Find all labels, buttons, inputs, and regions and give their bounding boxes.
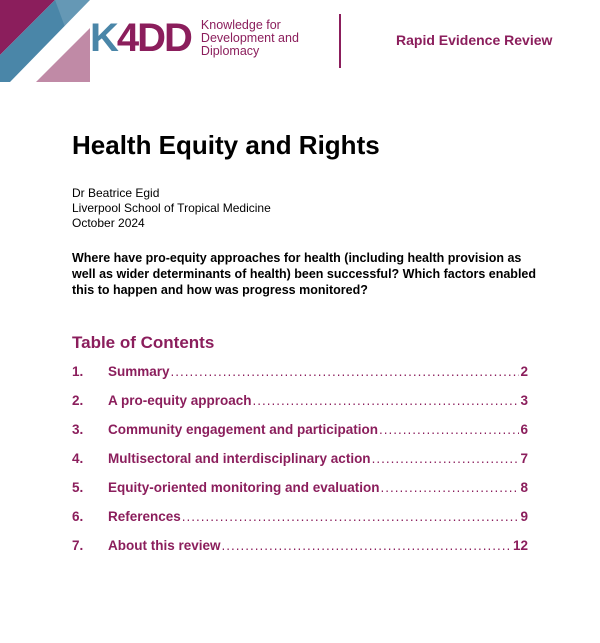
toc-item-monitoring-evaluation[interactable] — [72, 480, 528, 509]
toc-label: Summary — [108, 364, 170, 379]
toc-page: 6 — [520, 422, 528, 437]
toc-label: References — [108, 509, 181, 524]
logo-text — [201, 19, 299, 58]
toc-item-community-engagement[interactable] — [72, 422, 528, 451]
toc-item-multisectoral-action[interactable] — [72, 451, 528, 480]
toc-leader — [182, 509, 520, 524]
toc-page: 8 — [520, 480, 528, 495]
logo-text-line: Knowledge for — [200, 17, 281, 32]
toc-number: 5. — [72, 480, 84, 495]
toc-number: 4. — [72, 451, 84, 466]
toc-page: 9 — [520, 509, 528, 524]
toc-leader — [222, 538, 512, 553]
author-institution: Liverpool School of Tropical Medicine — [72, 201, 271, 215]
toc-leader — [253, 393, 520, 408]
toc-item-about-review[interactable] — [72, 538, 528, 567]
toc-number: 6. — [72, 509, 84, 524]
toc-leader — [379, 422, 519, 437]
table-of-contents — [72, 364, 528, 567]
review-question: Where have pro-equity approaches for health (including health provision as well as wider determinants of health) been successful? Which factors enabled this to happen and how was progress monitored? — [72, 251, 537, 297]
toc-label: About this review — [108, 538, 221, 553]
toc-number: 3. — [72, 422, 84, 437]
toc-label: Multisectoral and interdisciplinary action — [108, 451, 371, 466]
review-type: Rapid Evidence Review — [396, 32, 553, 48]
toc-number: 1. — [72, 364, 84, 379]
header-divider — [339, 14, 341, 68]
document-date: October 2024 — [72, 216, 145, 230]
author-name: Dr Beatrice Egid — [72, 186, 160, 200]
toc-item-pro-equity-approach[interactable] — [72, 393, 528, 422]
toc-page: 3 — [520, 393, 528, 408]
k4dd-logo — [90, 18, 299, 58]
toc-page: 7 — [520, 451, 528, 466]
toc-page: 12 — [512, 538, 528, 553]
toc-label: Equity-oriented monitoring and evaluation — [108, 480, 380, 495]
logo-text-line: Diplomacy — [200, 43, 260, 58]
toc-item-references[interactable] — [72, 509, 528, 538]
toc-number: 7. — [72, 538, 84, 553]
toc-number: 2. — [72, 393, 84, 408]
toc-leader — [372, 451, 520, 466]
logo-mark: K4DD — [90, 16, 191, 60]
document-title: Health Equity and Rights — [72, 130, 380, 160]
toc-heading: Table of Contents — [72, 333, 215, 352]
toc-leader — [381, 480, 520, 495]
toc-item-summary[interactable] — [72, 364, 528, 393]
corner-graphic — [0, 0, 100, 82]
toc-label: Community engagement and participation — [108, 422, 379, 437]
toc-leader — [171, 364, 520, 379]
author-block — [72, 186, 271, 231]
toc-page: 2 — [520, 364, 528, 379]
logo-text-line: Development and — [200, 30, 299, 45]
toc-label: A pro-equity approach — [108, 393, 252, 408]
